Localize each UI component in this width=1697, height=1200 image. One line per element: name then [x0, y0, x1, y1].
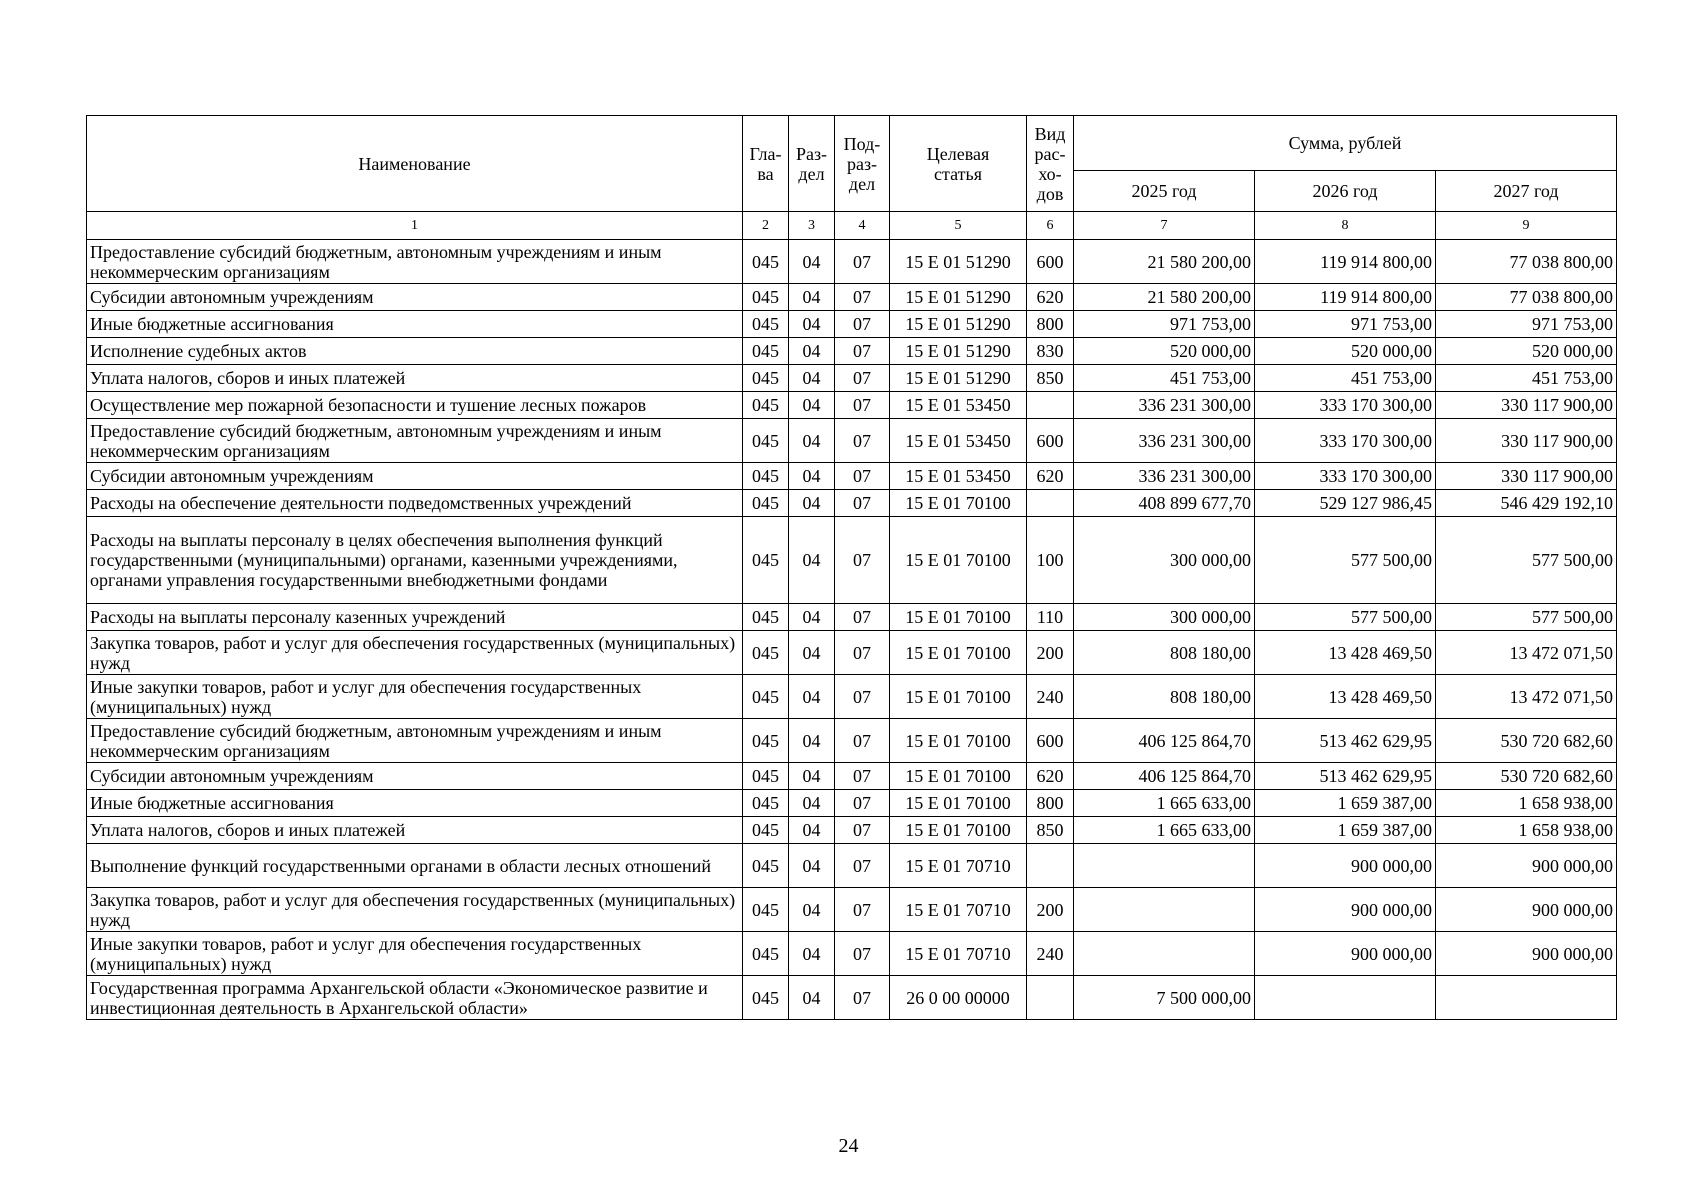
- header-celevaya-statya: Целевая статья: [890, 116, 1027, 212]
- row-vid-rashodov: [1027, 844, 1074, 888]
- row-podrazdel: 07: [835, 675, 890, 719]
- row-sum-2025: 408 899 677,70: [1074, 490, 1255, 517]
- row-celevaya-statya: 15 Е 01 70100: [890, 790, 1027, 817]
- row-glava: 045: [743, 490, 789, 517]
- row-celevaya-statya: 15 Е 01 70100: [890, 675, 1027, 719]
- header-year-2025: 2025 год: [1074, 171, 1255, 212]
- row-celevaya-statya: 15 Е 01 70710: [890, 932, 1027, 976]
- row-razdel: 04: [789, 490, 835, 517]
- table-row: [87, 392, 1617, 419]
- table-row: [87, 311, 1617, 338]
- row-sum-2027: [1436, 976, 1617, 1020]
- row-sum-2027: 330 117 900,00: [1436, 392, 1617, 419]
- row-vid-rashodov: 240: [1027, 675, 1074, 719]
- row-glava: 045: [743, 763, 789, 790]
- row-podrazdel: 07: [835, 338, 890, 365]
- row-podrazdel: 07: [835, 976, 890, 1020]
- row-glava: 045: [743, 631, 789, 675]
- row-sum-2026: 119 914 800,00: [1255, 240, 1436, 284]
- row-sum-2027: 451 753,00: [1436, 365, 1617, 392]
- row-celevaya-statya: 15 Е 01 70100: [890, 604, 1027, 631]
- row-sum-2026: 333 170 300,00: [1255, 419, 1436, 463]
- row-celevaya-statya: 15 Е 01 51290: [890, 284, 1027, 311]
- table-row: [87, 763, 1617, 790]
- row-razdel: 04: [789, 763, 835, 790]
- row-podrazdel: 07: [835, 311, 890, 338]
- row-vid-rashodov: 620: [1027, 763, 1074, 790]
- header-podrazdel: Под- раз- дел: [835, 116, 890, 212]
- row-podrazdel: 07: [835, 392, 890, 419]
- row-razdel: 04: [789, 419, 835, 463]
- header-summa: Сумма, рублей: [1074, 116, 1617, 171]
- row-razdel: 04: [789, 365, 835, 392]
- row-glava: 045: [743, 284, 789, 311]
- row-sum-2025: 451 753,00: [1074, 365, 1255, 392]
- row-sum-2027: 530 720 682,60: [1436, 719, 1617, 763]
- header-vid-rashodov: Вид рас- хо- дов: [1027, 116, 1074, 212]
- column-number: 4: [835, 212, 890, 240]
- row-sum-2026: [1255, 976, 1436, 1020]
- row-vid-rashodov: 620: [1027, 463, 1074, 490]
- row-glava: 045: [743, 817, 789, 844]
- row-name: Расходы на выплаты персоналу казенных учреждений: [87, 604, 743, 631]
- row-vid-rashodov: 850: [1027, 365, 1074, 392]
- table-row: [87, 675, 1617, 719]
- row-razdel: 04: [789, 517, 835, 604]
- row-sum-2025: 21 580 200,00: [1074, 240, 1255, 284]
- row-razdel: 04: [789, 604, 835, 631]
- row-sum-2025: 520 000,00: [1074, 338, 1255, 365]
- row-podrazdel: 07: [835, 240, 890, 284]
- row-glava: 045: [743, 463, 789, 490]
- table-row: [87, 817, 1617, 844]
- row-sum-2025: 808 180,00: [1074, 675, 1255, 719]
- row-razdel: 04: [789, 338, 835, 365]
- row-sum-2027: 900 000,00: [1436, 888, 1617, 932]
- row-name: Закупка товаров, работ и услуг для обеспечения государственных (муниципальных) нужд: [87, 631, 743, 675]
- column-number: 5: [890, 212, 1027, 240]
- row-celevaya-statya: 15 Е 01 70710: [890, 888, 1027, 932]
- row-sum-2027: 546 429 192,10: [1436, 490, 1617, 517]
- row-celevaya-statya: 15 Е 01 53450: [890, 392, 1027, 419]
- row-sum-2026: 900 000,00: [1255, 932, 1436, 976]
- row-sum-2026: 1 659 387,00: [1255, 817, 1436, 844]
- row-sum-2027: 577 500,00: [1436, 604, 1617, 631]
- row-vid-rashodov: [1027, 392, 1074, 419]
- row-celevaya-statya: 15 Е 01 51290: [890, 311, 1027, 338]
- row-vid-rashodov: [1027, 976, 1074, 1020]
- row-podrazdel: 07: [835, 719, 890, 763]
- row-vid-rashodov: 830: [1027, 338, 1074, 365]
- row-razdel: 04: [789, 392, 835, 419]
- header-name: Наименование: [87, 116, 743, 212]
- row-sum-2027: 971 753,00: [1436, 311, 1617, 338]
- column-number: 7: [1074, 212, 1255, 240]
- row-vid-rashodov: 100: [1027, 517, 1074, 604]
- row-celevaya-statya: 15 Е 01 70100: [890, 817, 1027, 844]
- row-sum-2025: [1074, 932, 1255, 976]
- row-name: Иные закупки товаров, работ и услуг для обеспечения государственных (муниципальных) нужд: [87, 932, 743, 976]
- row-sum-2026: 529 127 986,45: [1255, 490, 1436, 517]
- row-razdel: 04: [789, 240, 835, 284]
- row-razdel: 04: [789, 675, 835, 719]
- table-row: [87, 888, 1617, 932]
- row-sum-2025: 971 753,00: [1074, 311, 1255, 338]
- row-sum-2027: 330 117 900,00: [1436, 463, 1617, 490]
- row-sum-2026: 1 659 387,00: [1255, 790, 1436, 817]
- row-name: Иные бюджетные ассигнования: [87, 311, 743, 338]
- row-sum-2025: 336 231 300,00: [1074, 463, 1255, 490]
- row-glava: 045: [743, 675, 789, 719]
- row-celevaya-statya: 15 Е 01 51290: [890, 365, 1027, 392]
- column-number: 3: [789, 212, 835, 240]
- row-sum-2027: 13 472 071,50: [1436, 675, 1617, 719]
- column-number: 6: [1027, 212, 1074, 240]
- row-name: Субсидии автономным учреждениям: [87, 284, 743, 311]
- table-row: [87, 284, 1617, 311]
- row-razdel: 04: [789, 284, 835, 311]
- row-podrazdel: 07: [835, 463, 890, 490]
- table-row: [87, 419, 1617, 463]
- row-name: Закупка товаров, работ и услуг для обеспечения государственных (муниципальных) нужд: [87, 888, 743, 932]
- row-celevaya-statya: 15 Е 01 70100: [890, 763, 1027, 790]
- row-sum-2026: 333 170 300,00: [1255, 463, 1436, 490]
- row-sum-2027: 530 720 682,60: [1436, 763, 1617, 790]
- row-sum-2027: 13 472 071,50: [1436, 631, 1617, 675]
- table-row: [87, 932, 1617, 976]
- column-number: 2: [743, 212, 789, 240]
- row-sum-2025: 21 580 200,00: [1074, 284, 1255, 311]
- row-razdel: 04: [789, 844, 835, 888]
- table-row: [87, 517, 1617, 604]
- column-number-row: [87, 212, 1617, 240]
- row-name: Расходы на обеспечение деятельности подведомственных учреждений: [87, 490, 743, 517]
- row-razdel: 04: [789, 817, 835, 844]
- row-podrazdel: 07: [835, 932, 890, 976]
- row-celevaya-statya: 15 Е 01 70100: [890, 490, 1027, 517]
- row-glava: 045: [743, 311, 789, 338]
- table-row: [87, 844, 1617, 888]
- row-name: Государственная программа Архангельской области «Экономическое развитие и инвестиционная деятельность в Архангельской области»: [87, 976, 743, 1020]
- column-number: 8: [1255, 212, 1436, 240]
- row-vid-rashodov: 800: [1027, 790, 1074, 817]
- row-glava: 045: [743, 719, 789, 763]
- row-celevaya-statya: 15 Е 01 70100: [890, 517, 1027, 604]
- row-podrazdel: 07: [835, 790, 890, 817]
- row-celevaya-statya: 15 Е 01 70100: [890, 631, 1027, 675]
- row-podrazdel: 07: [835, 490, 890, 517]
- table-row: [87, 631, 1617, 675]
- row-name: Исполнение судебных актов: [87, 338, 743, 365]
- row-celevaya-statya: 26 0 00 00000: [890, 976, 1027, 1020]
- page-number: 24: [838, 1135, 859, 1157]
- row-sum-2025: 1 665 633,00: [1074, 790, 1255, 817]
- row-sum-2025: 406 125 864,70: [1074, 763, 1255, 790]
- row-razdel: 04: [789, 463, 835, 490]
- row-sum-2026: 13 428 469,50: [1255, 675, 1436, 719]
- row-razdel: 04: [789, 888, 835, 932]
- row-name: Предоставление субсидий бюджетным, автономным учреждениям и иным некоммерческим организациям: [87, 719, 743, 763]
- row-sum-2026: 513 462 629,95: [1255, 719, 1436, 763]
- row-sum-2027: 77 038 800,00: [1436, 284, 1617, 311]
- row-sum-2026: 577 500,00: [1255, 517, 1436, 604]
- row-podrazdel: 07: [835, 365, 890, 392]
- row-name: Расходы на выплаты персоналу в целях обеспечения выполнения функций государственными (муниципальными) органами, казенными учреждениями, органами управления государственными внебюджетными фондами: [87, 517, 743, 604]
- row-podrazdel: 07: [835, 763, 890, 790]
- row-vid-rashodov: 600: [1027, 240, 1074, 284]
- row-sum-2027: 577 500,00: [1436, 517, 1617, 604]
- row-sum-2026: 333 170 300,00: [1255, 392, 1436, 419]
- row-podrazdel: 07: [835, 844, 890, 888]
- header-razdel: Раз- дел: [789, 116, 835, 212]
- row-razdel: 04: [789, 311, 835, 338]
- row-podrazdel: 07: [835, 888, 890, 932]
- row-vid-rashodov: [1027, 490, 1074, 517]
- row-glava: 045: [743, 240, 789, 284]
- row-sum-2026: 119 914 800,00: [1255, 284, 1436, 311]
- row-sum-2027: 900 000,00: [1436, 844, 1617, 888]
- row-podrazdel: 07: [835, 419, 890, 463]
- row-name: Осуществление мер пожарной безопасности и тушение лесных пожаров: [87, 392, 743, 419]
- header-glava: Гла- ва: [743, 116, 789, 212]
- row-glava: 045: [743, 365, 789, 392]
- row-vid-rashodov: 110: [1027, 604, 1074, 631]
- row-razdel: 04: [789, 976, 835, 1020]
- row-sum-2026: 577 500,00: [1255, 604, 1436, 631]
- row-sum-2025: [1074, 844, 1255, 888]
- table-header: [87, 116, 1617, 240]
- row-sum-2025: 808 180,00: [1074, 631, 1255, 675]
- row-name: Уплата налогов, сборов и иных платежей: [87, 817, 743, 844]
- row-sum-2025: [1074, 888, 1255, 932]
- header-year-2027: 2027 год: [1436, 171, 1617, 212]
- table-row: [87, 338, 1617, 365]
- row-vid-rashodov: 620: [1027, 284, 1074, 311]
- row-glava: 045: [743, 604, 789, 631]
- row-sum-2027: 1 658 938,00: [1436, 817, 1617, 844]
- row-sum-2025: 7 500 000,00: [1074, 976, 1255, 1020]
- header-year-2026: 2026 год: [1255, 171, 1436, 212]
- row-sum-2026: 520 000,00: [1255, 338, 1436, 365]
- row-celevaya-statya: 15 Е 01 53450: [890, 463, 1027, 490]
- table-row: [87, 365, 1617, 392]
- row-vid-rashodov: 800: [1027, 311, 1074, 338]
- row-name: Выполнение функций государственными органами в области лесных отношений: [87, 844, 743, 888]
- row-name: Предоставление субсидий бюджетным, автономным учреждениям и иным некоммерческим организациям: [87, 240, 743, 284]
- row-sum-2025: 406 125 864,70: [1074, 719, 1255, 763]
- row-vid-rashodov: 240: [1027, 932, 1074, 976]
- table-row: [87, 463, 1617, 490]
- row-vid-rashodov: 600: [1027, 419, 1074, 463]
- row-celevaya-statya: 15 Е 01 51290: [890, 240, 1027, 284]
- budget-table: [86, 115, 1617, 1020]
- row-glava: 045: [743, 419, 789, 463]
- row-sum-2027: 520 000,00: [1436, 338, 1617, 365]
- row-razdel: 04: [789, 790, 835, 817]
- row-razdel: 04: [789, 631, 835, 675]
- row-podrazdel: 07: [835, 817, 890, 844]
- row-sum-2026: 451 753,00: [1255, 365, 1436, 392]
- row-glava: 045: [743, 844, 789, 888]
- row-podrazdel: 07: [835, 517, 890, 604]
- row-glava: 045: [743, 338, 789, 365]
- row-podrazdel: 07: [835, 604, 890, 631]
- table-row: [87, 976, 1617, 1020]
- table-row: [87, 790, 1617, 817]
- row-name: Субсидии автономным учреждениям: [87, 463, 743, 490]
- row-sum-2025: 300 000,00: [1074, 517, 1255, 604]
- row-sum-2027: 900 000,00: [1436, 932, 1617, 976]
- table-body: [87, 240, 1617, 1020]
- row-sum-2025: 336 231 300,00: [1074, 419, 1255, 463]
- row-sum-2025: 300 000,00: [1074, 604, 1255, 631]
- table-row: [87, 490, 1617, 517]
- row-sum-2026: 13 428 469,50: [1255, 631, 1436, 675]
- column-number: 9: [1436, 212, 1617, 240]
- row-razdel: 04: [789, 719, 835, 763]
- row-glava: 045: [743, 976, 789, 1020]
- row-vid-rashodov: 200: [1027, 888, 1074, 932]
- row-sum-2025: 336 231 300,00: [1074, 392, 1255, 419]
- row-sum-2026: 900 000,00: [1255, 888, 1436, 932]
- row-celevaya-statya: 15 Е 01 70100: [890, 719, 1027, 763]
- row-sum-2026: 971 753,00: [1255, 311, 1436, 338]
- row-sum-2026: 900 000,00: [1255, 844, 1436, 888]
- row-podrazdel: 07: [835, 631, 890, 675]
- row-sum-2025: 1 665 633,00: [1074, 817, 1255, 844]
- row-sum-2027: 330 117 900,00: [1436, 419, 1617, 463]
- row-name: Субсидии автономным учреждениям: [87, 763, 743, 790]
- row-glava: 045: [743, 517, 789, 604]
- table-row: [87, 240, 1617, 284]
- table-row: [87, 719, 1617, 763]
- row-glava: 045: [743, 888, 789, 932]
- row-name: Иные бюджетные ассигнования: [87, 790, 743, 817]
- row-vid-rashodov: 850: [1027, 817, 1074, 844]
- row-vid-rashodov: 600: [1027, 719, 1074, 763]
- row-name: Уплата налогов, сборов и иных платежей: [87, 365, 743, 392]
- row-podrazdel: 07: [835, 284, 890, 311]
- row-razdel: 04: [789, 932, 835, 976]
- table-row: [87, 604, 1617, 631]
- row-sum-2027: 1 658 938,00: [1436, 790, 1617, 817]
- row-name: Предоставление субсидий бюджетным, автономным учреждениям и иным некоммерческим организациям: [87, 419, 743, 463]
- row-name: Иные закупки товаров, работ и услуг для обеспечения государственных (муниципальных) нужд: [87, 675, 743, 719]
- row-celevaya-statya: 15 Е 01 70710: [890, 844, 1027, 888]
- row-sum-2027: 77 038 800,00: [1436, 240, 1617, 284]
- row-celevaya-statya: 15 Е 01 51290: [890, 338, 1027, 365]
- row-vid-rashodov: 200: [1027, 631, 1074, 675]
- row-glava: 045: [743, 932, 789, 976]
- row-glava: 045: [743, 392, 789, 419]
- row-glava: 045: [743, 790, 789, 817]
- column-number: 1: [87, 212, 743, 240]
- row-celevaya-statya: 15 Е 01 53450: [890, 419, 1027, 463]
- row-sum-2026: 513 462 629,95: [1255, 763, 1436, 790]
